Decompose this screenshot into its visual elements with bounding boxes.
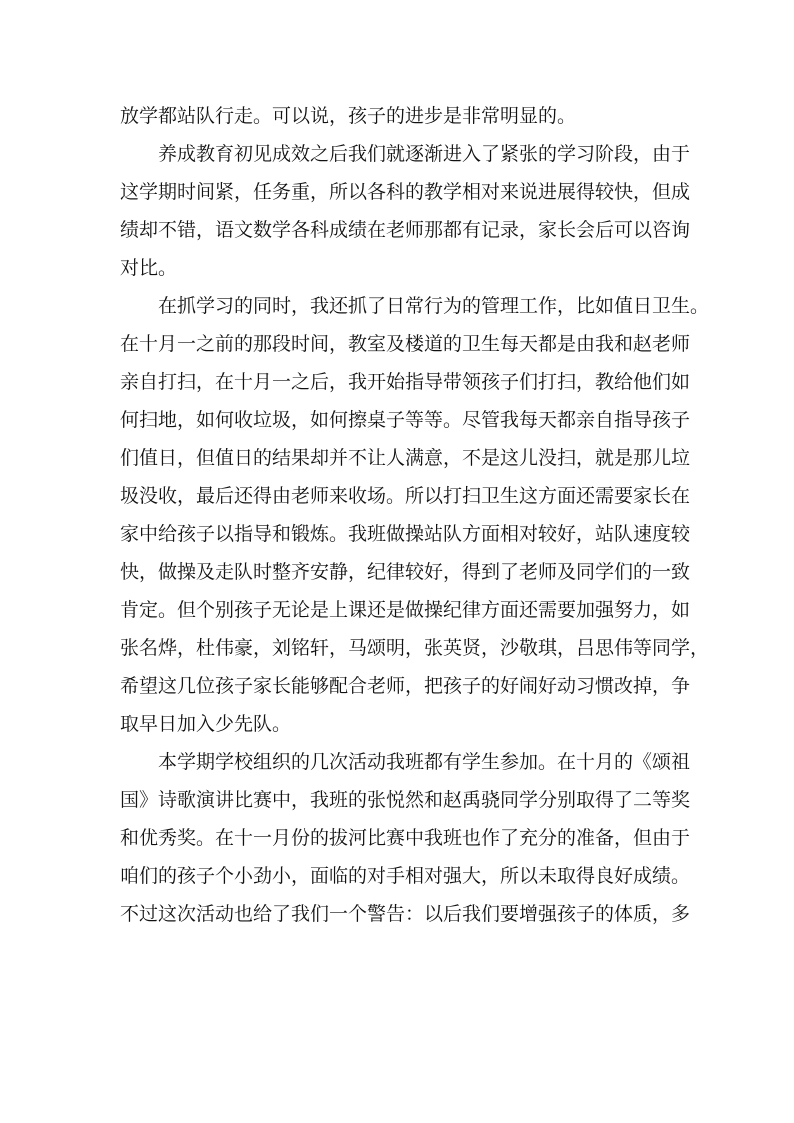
text-line: 何扫地，如何收垃圾，如何擦桌子等等。尽管我每天都亲自指导孩子 [120, 409, 691, 431]
text-line: 咱们的孩子个小劲小，面临的对手相对强大，所以未取得良好成绩。 [120, 865, 691, 887]
text-line: 取早日加入少先队。 [120, 713, 292, 735]
text-line: 们值日，但值日的结果却并不让人满意，不是这儿没扫，就是那儿垃 [120, 447, 691, 469]
text-line: 张名烨，杜伟豪，刘铭轩，马颂明，张英贤，沙敬琪，吕思伟等同学， [120, 637, 710, 659]
paragraph-start-line: 本学期学校组织的几次活动我班都有学生参加。在十月的《颂祖 [158, 751, 691, 773]
text-line: 不过这次活动也给了我们一个警告：以后我们要增强孩子的体质，多 [120, 903, 691, 925]
paragraph-start-line: 养成教育初见成效之后我们就逐渐进入了紧张的学习阶段，由于 [158, 143, 691, 165]
text-line: 快，做操及走队时整齐安静，纪律较好，得到了老师及同学们的一致 [120, 561, 691, 583]
text-line: 对比。 [120, 257, 178, 279]
text-line: 亲自打扫，在十月一之后，我开始指导带领孩子们打扫，教给他们如 [120, 371, 691, 393]
text-line: 和优秀奖。在十一月份的拔河比赛中我班也作了充分的准备，但由于 [120, 827, 691, 849]
text-line: 放学都站队行走。可以说，孩子的进步是非常明显的。 [120, 105, 577, 127]
text-line: 家中给孩子以指导和锻炼。我班做操站队方面相对较好，站队速度较 [120, 523, 691, 545]
document-body [120, 97, 710, 933]
text-line: 在十月一之前的那段时间，教室及楼道的卫生每天都是由我和赵老师 [120, 333, 691, 355]
text-line: 肯定。但个别孩子无论是上课还是做操纪律方面还需要加强努力，如 [120, 599, 691, 621]
text-line: 圾没收，最后还得由老师来收场。所以打扫卫生这方面还需要家长在 [120, 485, 691, 507]
text-line: 这学期时间紧，任务重，所以各科的教学相对来说进展得较快，但成 [120, 181, 691, 203]
text-line: 希望这几位孩子家长能够配合老师，把孩子的好闹好动习惯改掉，争 [120, 675, 691, 697]
text-line: 国》诗歌演讲比赛中，我班的张悦然和赵禹骁同学分别取得了二等奖 [120, 789, 691, 811]
text-line: 绩却不错，语文数学各科成绩在老师那都有记录，家长会后可以咨询 [120, 219, 691, 241]
paragraph-start-line: 在抓学习的同时，我还抓了日常行为的管理工作，比如值日卫生。 [158, 295, 710, 317]
